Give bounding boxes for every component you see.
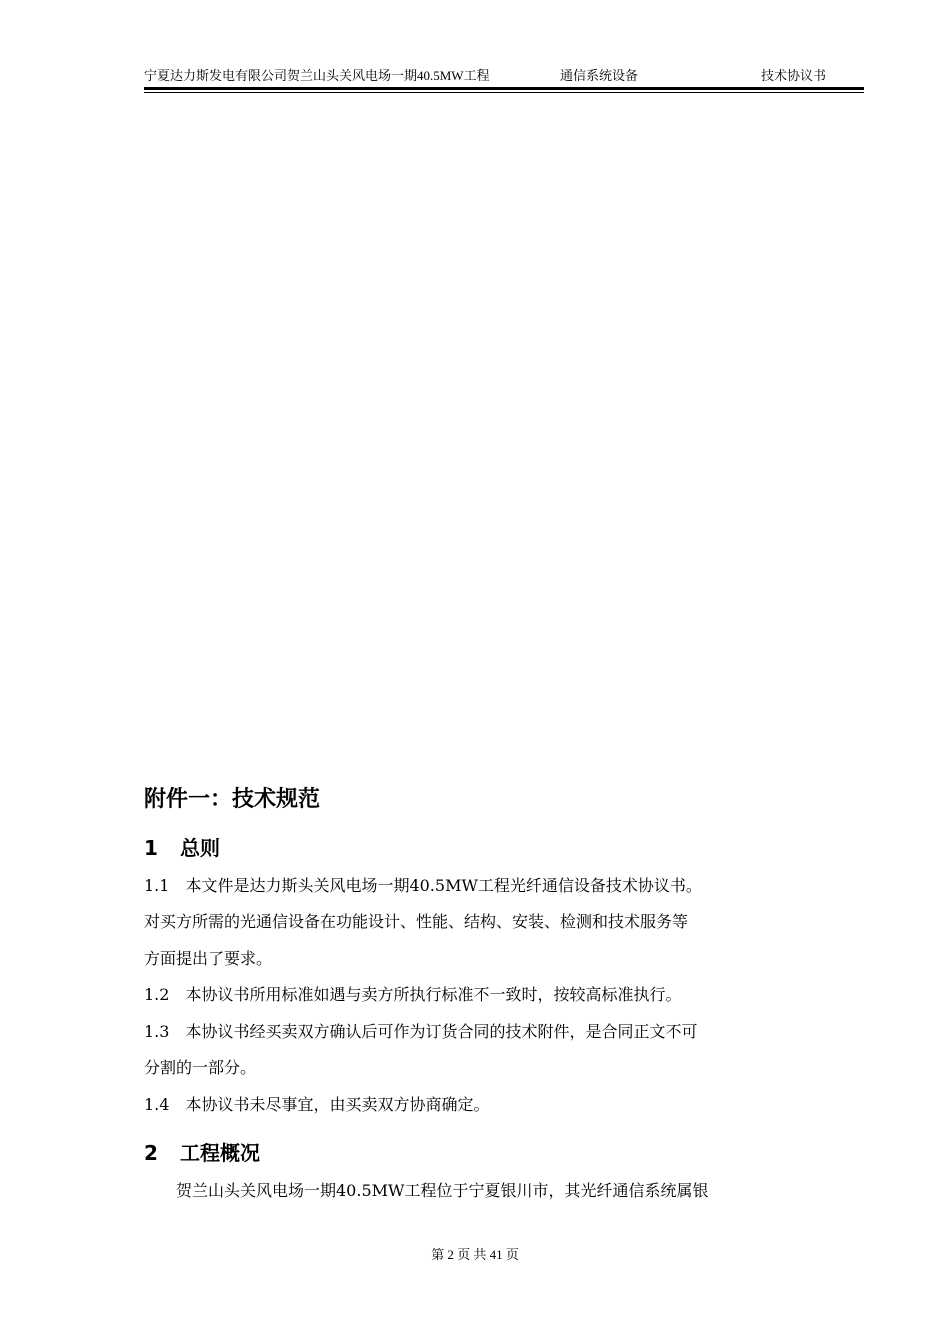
- header-equipment: 通信系统设备: [560, 68, 639, 83]
- header-project: 宁夏达力斯发电有限公司贺兰山头关风电场一期40.5MW工程: [144, 68, 490, 83]
- header-rule: [144, 87, 864, 90]
- body-line: 贺兰山头关风电场一期40.5MW工程位于宁夏银川市，其光纤通信系统属银: [144, 1181, 709, 1200]
- body-line: 对买方所需的光通信设备在功能设计、性能、结构、安装、检测和技术服务等: [144, 912, 689, 931]
- body-line: 方面提出了要求。: [144, 949, 273, 968]
- page-header: [144, 66, 864, 86]
- header-rule-thin: [144, 92, 864, 93]
- body-line: 分割的一部分。: [144, 1058, 257, 1077]
- header-doc-type: 技术协议书: [761, 68, 827, 83]
- body-line: 1.4 本协议书未尽事宜，由买卖双方协商确定。: [144, 1095, 490, 1114]
- section-title: 总则: [180, 836, 220, 860]
- section-heading-2: [144, 1139, 814, 1167]
- body-line: 1.2 本协议书所用标准如遇与卖方所执行标准不一致时，按较高标准执行。: [144, 985, 682, 1004]
- section-number: 1: [144, 836, 158, 860]
- page-number: 第 2 页 共 41 页: [431, 1247, 519, 1262]
- appendix-title: 附件一：技术规范: [144, 787, 321, 812]
- body-line: 1.1 本文件是达力斯头关风电场一期40.5MW工程光纤通信设备技术协议书。: [144, 876, 702, 895]
- section-title: 工程概况: [180, 1141, 260, 1165]
- section-number: 2: [144, 1141, 158, 1165]
- section-heading-1: [144, 834, 814, 862]
- body-line: 1.3 本协议书经买卖双方确认后可作为订货合同的技术附件，是合同正文不可: [144, 1022, 698, 1041]
